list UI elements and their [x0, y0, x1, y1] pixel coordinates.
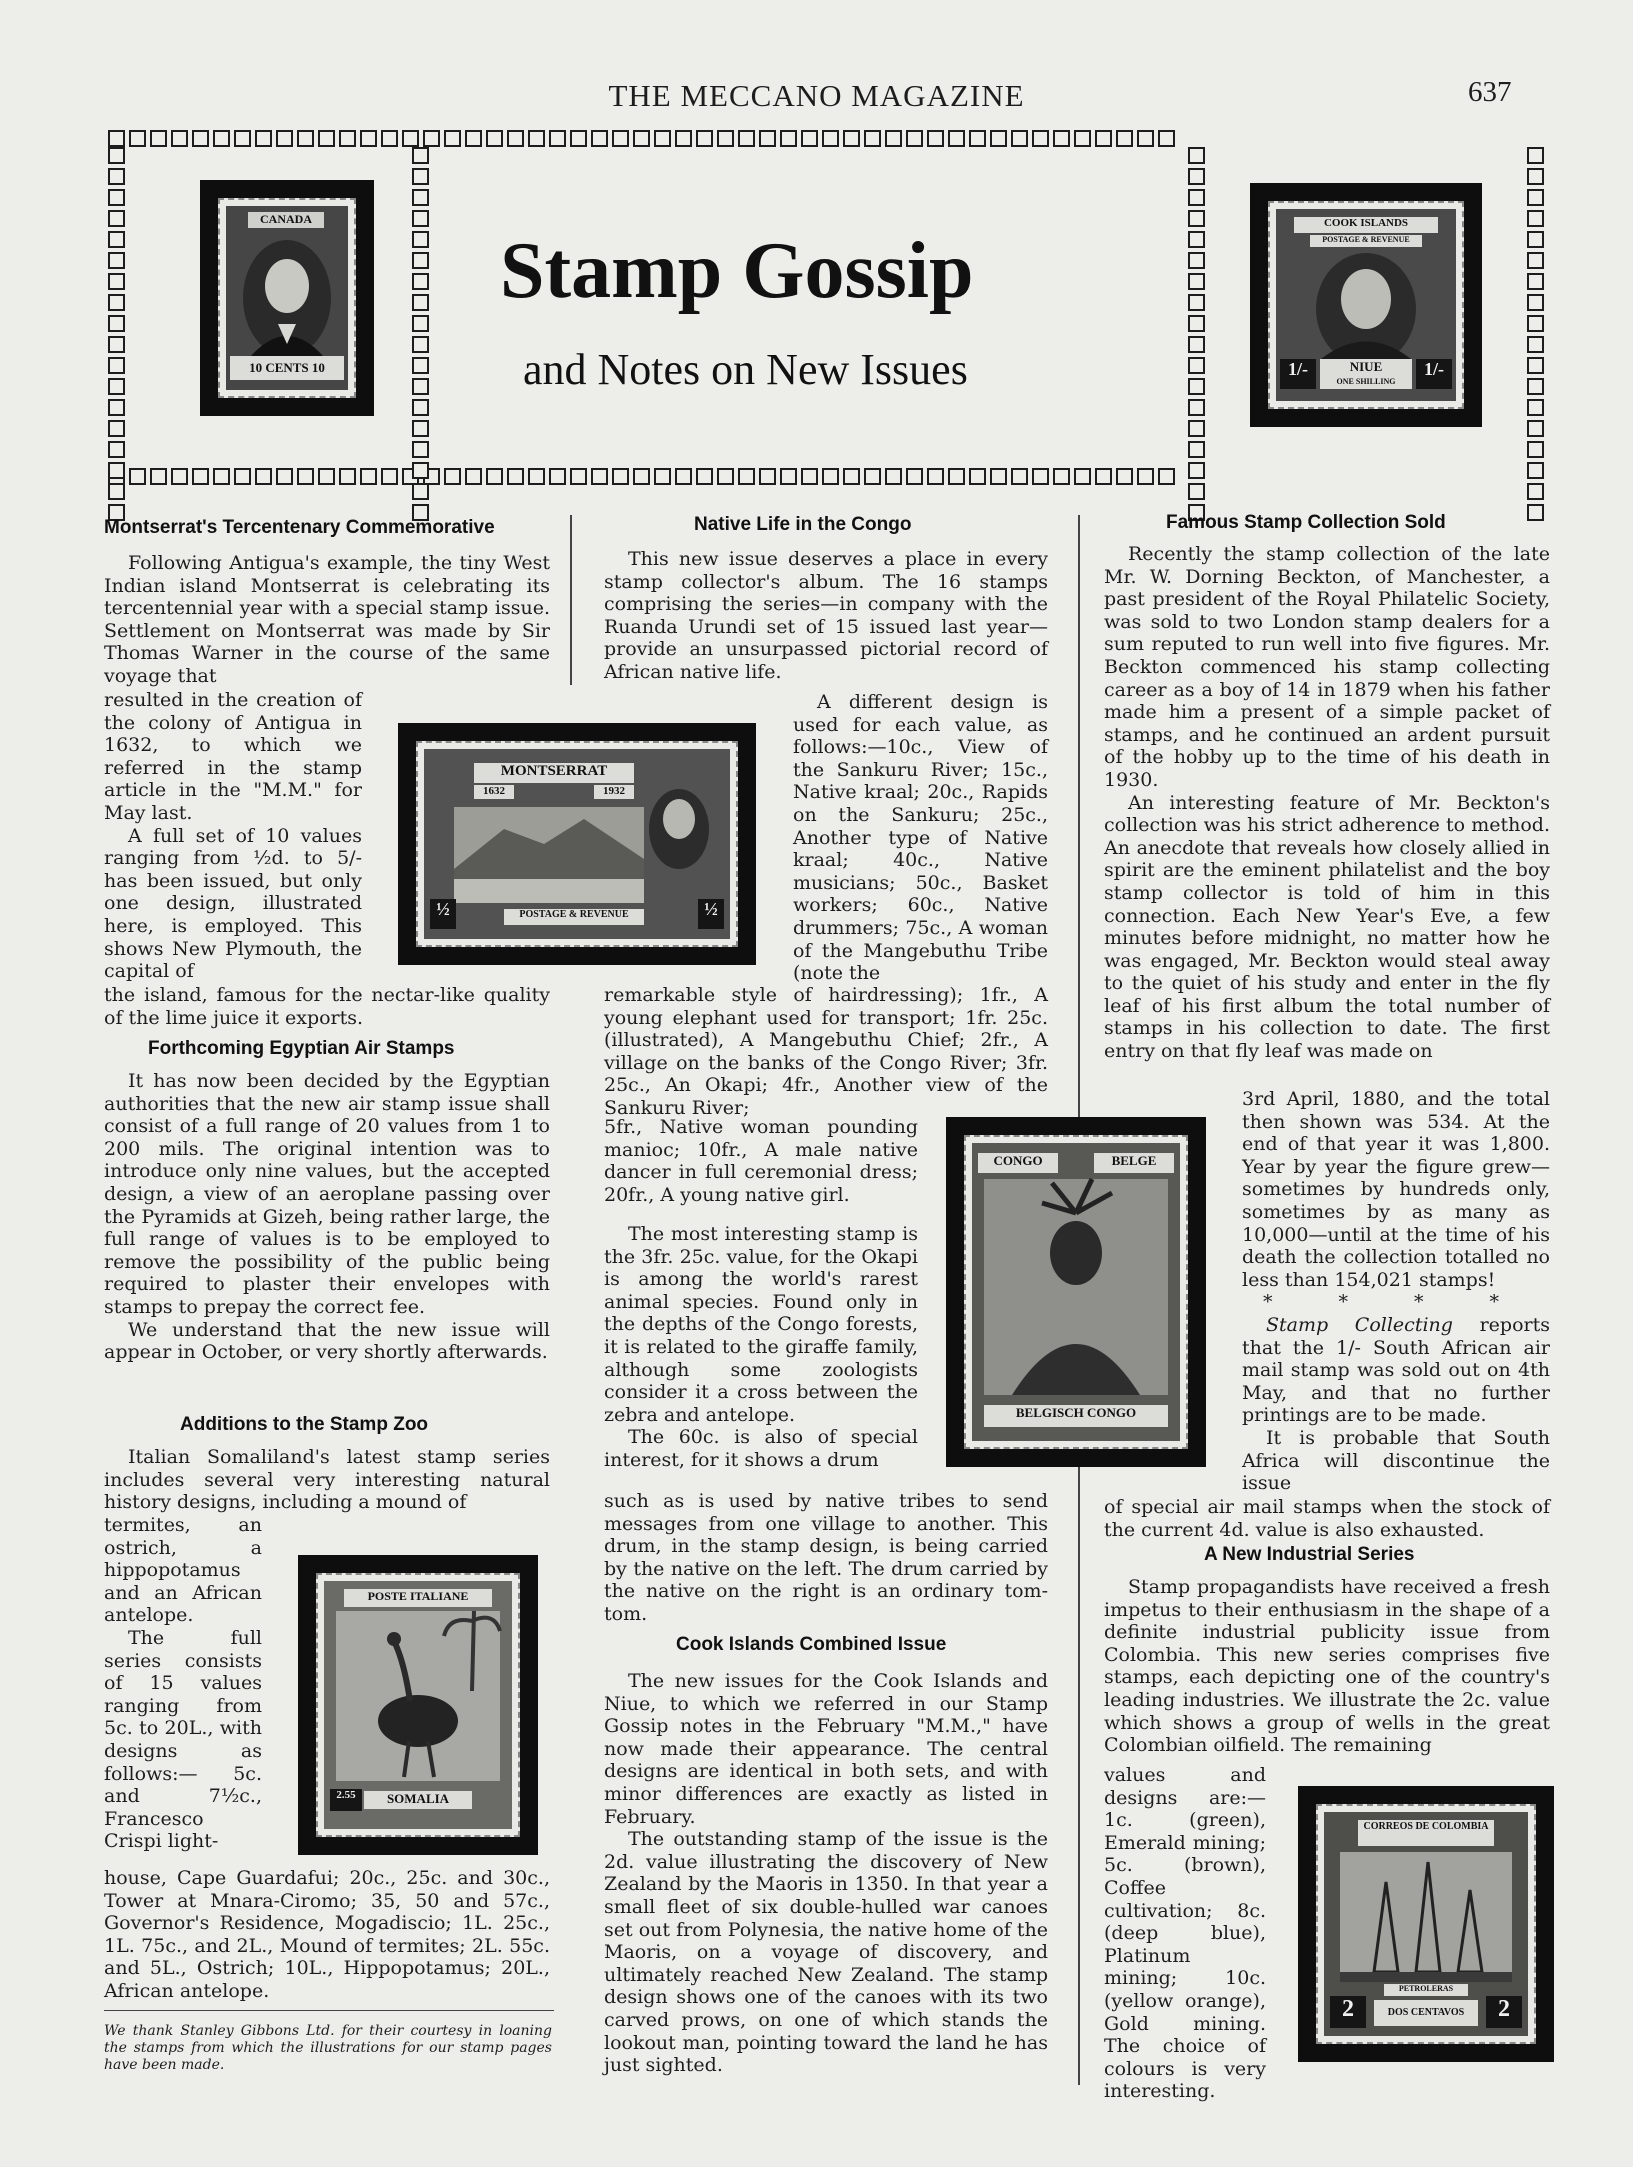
border-square	[108, 420, 125, 437]
border-square	[738, 468, 755, 485]
border-square	[1188, 483, 1205, 500]
border-square	[612, 130, 629, 147]
border-square	[1527, 357, 1544, 374]
border-square	[948, 130, 965, 147]
collection-paragraph-2-cont: 3rd April, 1880, and the total then shown was 534. At the end of that year it was 1,800. Year by year the figure grew—sometimes by hundreds only, sometimes by as many as 10,000—until at the time of his death the collection totalled no less than 154,021 stamps!	[1242, 1088, 1550, 1291]
montserrat-stamp-name: MONTSERRAT	[474, 763, 634, 783]
border-square	[381, 468, 398, 485]
border-square	[801, 130, 818, 147]
heading-congo: Native Life in the Congo	[694, 514, 912, 535]
border-square	[885, 468, 902, 485]
border-square	[150, 468, 167, 485]
cook-text	[604, 1670, 1048, 2077]
montserrat-stamp-bottom: POSTAGE & REVENUE	[504, 909, 644, 925]
zoo-paragraph-2-cont: house, Cape Guardafui; 20c., 25c. and 30c., Tower at Mnara-Ciromo; 35, 50 and 57c., Governor's Residence, Mogadiscio; 1L. 25c., 1L. 75c., and 2L., Mound of termites; 2L. 55c. and 5L., Ostrich; 10L., Hippopotamus; 20L., African antelope.	[104, 1867, 550, 2002]
border-square	[1527, 294, 1544, 311]
credit-note: We thank Stanley Gibbons Ltd. for their courtesy in loaning the stamps from which the illustrations for our stamp pages have been made.	[104, 2023, 552, 2073]
border-square	[444, 130, 461, 147]
border-square	[1116, 130, 1133, 147]
border-square	[150, 130, 167, 147]
industrial-paragraph-1-cont: values and designs are:—1c. (green), Emerald mining; 5c. (brown), Coffee cultivation; 8c. (deep blue), Platinum mining; 10c. (yellow orange), Gold mining. The choice of colours is very interesting.	[1104, 1764, 1266, 2103]
border-square	[108, 357, 125, 374]
colombia-stamp-words: DOS CENTAVOS	[1374, 2000, 1478, 2026]
heading-industrial-series: A New Industrial Series	[1204, 1544, 1415, 1565]
egypt-paragraph-1: It has now been decided by the Egyptian authorities that the new air stamp issue shall consist of a full range of 20 values from 1 to 200 mils. The original intention was to introduce only nine values, but the accepted design, a view of an aeroplane passing over the Pyramids at Gizeh, being rather large, the full range of values is to be employed to remove the possibility of the public being required to plaster their envelopes with stamps to prepay the correct fee.	[104, 1070, 550, 1318]
border-square	[129, 130, 146, 147]
border-square	[412, 399, 429, 416]
border-square	[696, 130, 713, 147]
montserrat-value-left: ½	[430, 899, 456, 929]
border-square	[108, 399, 125, 416]
colombia-stamp-caption: PETROLERAS	[1384, 1984, 1468, 1996]
border-square	[234, 130, 251, 147]
collection-text-wide	[1104, 543, 1550, 1063]
border-square	[318, 468, 335, 485]
border-square	[864, 130, 881, 147]
border-square	[108, 252, 125, 269]
montserrat-year-1: 1632	[474, 785, 514, 799]
border-square	[1137, 468, 1154, 485]
border-square	[1527, 168, 1544, 185]
border-square	[1137, 130, 1154, 147]
montserrat-text-end	[104, 984, 550, 1029]
zoo-text-narrow	[104, 1514, 262, 1853]
border-square	[549, 130, 566, 147]
border-right-squares	[1525, 145, 1546, 523]
canada-stamp-image	[200, 180, 374, 416]
colombia-stamp-label: CORREOS DE COLOMBIA	[1358, 1820, 1494, 1846]
congo-paragraph-2-end: 5fr., Native woman pounding manioc; 10fr., A male native dancer in full ceremonial dress; 20fr., A young native girl.	[604, 1116, 918, 1206]
border-square	[192, 130, 209, 147]
border-square	[297, 130, 314, 147]
border-square	[1188, 189, 1205, 206]
heading-famous-collection: Famous Stamp Collection Sold	[1166, 512, 1446, 533]
congo-text-wide	[604, 548, 1048, 684]
border-square	[1158, 130, 1175, 147]
cook-value-left: 1/-	[1280, 359, 1316, 389]
border-square	[213, 130, 230, 147]
collection-paragraph-4-cont: of special air mail stamps when the stock of the current 4d. value is also exhausted.	[1104, 1496, 1550, 1541]
border-square	[1188, 273, 1205, 290]
border-square	[843, 130, 860, 147]
cook-stamp-ribbon: POSTAGE & REVENUE	[1310, 235, 1422, 247]
border-square	[528, 468, 545, 485]
border-square	[780, 130, 797, 147]
border-square	[108, 315, 125, 332]
border-square	[549, 468, 566, 485]
border-square	[1011, 468, 1028, 485]
border-square	[822, 130, 839, 147]
border-square	[507, 130, 524, 147]
border-square	[1527, 462, 1544, 479]
border-square	[255, 468, 272, 485]
border-square	[696, 468, 713, 485]
border-square	[1527, 336, 1544, 353]
border-square	[1188, 336, 1205, 353]
congo-paragraph-1: This new issue deserves a place in every stamp collector's album. The 16 stamps comprising the series—in company with the Ruanda Urundi set of 15 issued last year—provide an unsurpassed pictorial record of African native life.	[604, 548, 1048, 683]
congo-paragraph-2-cont: remarkable style of hairdressing); 1fr., A young elephant used for transport; 1fr. 25c. (illustrated), A Mangebuthu Chief; 2fr., A village on the banks of the Congo River; 3fr. 25c., An Okapi; 4fr., Another view of the Sankuru River;	[604, 984, 1048, 1119]
border-square	[1188, 357, 1205, 374]
canada-stamp-label: CANADA	[248, 212, 324, 228]
congo-paragraph-4: The 60c. is also of special interest, for it shows a drum	[604, 1426, 918, 1471]
border-square	[843, 468, 860, 485]
border-square	[1053, 130, 1070, 147]
congo-text-narrow-2	[604, 1116, 918, 1206]
border-square	[927, 130, 944, 147]
border-square	[969, 130, 986, 147]
border-square	[1527, 252, 1544, 269]
cook-stamp-name: NIUE	[1320, 359, 1412, 377]
border-square	[108, 231, 125, 248]
border-square	[339, 468, 356, 485]
border-square	[507, 468, 524, 485]
congo-stamp-right: BELGE	[1094, 1153, 1174, 1173]
border-square	[108, 336, 125, 353]
border-square	[1158, 468, 1175, 485]
zoo-paragraph-2: The full series consists of 15 values ranging from 5c. to 20L., with designs as follows:— 5c. and 7½c., Francesco Crispi light-	[104, 1626, 262, 1853]
border-square	[465, 468, 482, 485]
border-square	[213, 468, 230, 485]
cook-stamp-words: ONE SHILLING	[1320, 377, 1412, 389]
border-square	[780, 468, 797, 485]
border-square	[108, 483, 125, 500]
border-square	[1188, 441, 1205, 458]
border-square	[1095, 468, 1112, 485]
border-square	[412, 315, 429, 332]
border-square	[675, 468, 692, 485]
page-title: Stamp Gossip	[500, 227, 974, 315]
colombia-stamp-image	[1298, 1786, 1554, 2062]
zoo-text-wide	[104, 1446, 550, 1514]
border-top-squares	[106, 128, 1177, 149]
magazine-name: Stamp Collecting	[1266, 1313, 1453, 1336]
congo-paragraph-3: The most interesting stamp is the 3fr. 25c. value, for the Okapi is among the world's rarest animal species. Found only in the depths of the Congo forests, it is related to the giraffe family, although some zoologists consider it a cross between the zebra and antelope.	[604, 1223, 918, 1426]
border-square	[108, 273, 125, 290]
collection-paragraph-1: Recently the stamp collection of the late Mr. W. Dorning Beckton, of Manchester, a past president of the Royal Philatelic Society, was sold to two London stamp dealers for a sum reputed to run well into five figures. Mr. Beckton commenced his stamp collecting career as a boy of 14 in 1879 when his father made him a present of a simple packet of stamps, and he continued an ardent pursuit of the hobby up to the time of his death in 1930.	[1104, 543, 1550, 791]
border-square	[360, 468, 377, 485]
credit-rule	[104, 2010, 554, 2011]
border-square	[1188, 420, 1205, 437]
border-bottom-squares	[106, 466, 1177, 487]
border-square	[717, 130, 734, 147]
cook-paragraph-1: The new issues for the Cook Islands and Niue, to which we referred in our Stamp Gossip notes in the February "M.M.," have now made their appearance. The central designs are identical in both sets, and with minor differences are exactly as listed in February.	[604, 1670, 1048, 1828]
border-inner-left-squares	[410, 145, 431, 523]
congo-stamp-left: CONGO	[978, 1153, 1058, 1173]
border-square	[318, 130, 335, 147]
collection-text-end	[1104, 1496, 1550, 1541]
section-stars: * * * *	[1262, 1291, 1530, 1314]
industrial-text-narrow	[1104, 1764, 1266, 2103]
border-square	[412, 483, 429, 500]
border-square	[1074, 468, 1091, 485]
border-square	[1527, 273, 1544, 290]
border-square	[570, 468, 587, 485]
montserrat-paragraph-2-cont: the island, famous for the nectar-like quality of the lime juice it exports.	[104, 984, 550, 1029]
border-square	[412, 189, 429, 206]
border-square	[108, 168, 125, 185]
border-square	[255, 130, 272, 147]
montserrat-text-narrow	[104, 689, 362, 983]
border-square	[1527, 378, 1544, 395]
border-square	[412, 336, 429, 353]
border-square	[234, 468, 251, 485]
border-square	[1188, 210, 1205, 227]
border-square	[108, 210, 125, 227]
industrial-paragraph-1: Stamp propagandists have received a fresh impetus to their enthusiasm in the shape of a definite industrial publicity issue from Colombia. This new series comprises five stamps, each depicting one of the country's leading industries. We illustrate the 2c. value which shows a group of wells in the great Colombian oilfield. The remaining	[1104, 1576, 1550, 1757]
border-square	[633, 468, 650, 485]
border-square	[412, 420, 429, 437]
border-square	[1074, 130, 1091, 147]
zoo-text-end	[104, 1867, 550, 2003]
egypt-text	[104, 1070, 550, 1364]
border-square	[171, 468, 188, 485]
border-square	[412, 168, 429, 185]
congo-text-narrow-3	[604, 1223, 918, 1472]
congo-stamp-image	[946, 1117, 1206, 1467]
border-square	[1032, 468, 1049, 485]
heading-cook-islands: Cook Islands Combined Issue	[676, 1634, 947, 1655]
border-square	[1188, 231, 1205, 248]
border-square	[412, 357, 429, 374]
montserrat-value-right: ½	[698, 899, 724, 929]
border-square	[1527, 420, 1544, 437]
border-square	[1011, 130, 1028, 147]
border-square	[1188, 378, 1205, 395]
border-square	[129, 468, 146, 485]
running-head: THE MECCANO MAGAZINE	[608, 78, 1025, 113]
border-square	[990, 130, 1007, 147]
border-square	[360, 130, 377, 147]
border-square	[381, 130, 398, 147]
border-square	[1527, 399, 1544, 416]
border-square	[1116, 468, 1133, 485]
border-square	[969, 468, 986, 485]
montserrat-year-2: 1932	[594, 785, 634, 799]
border-square	[1188, 462, 1205, 479]
border-square	[864, 468, 881, 485]
column-rule-1	[570, 515, 572, 685]
border-square	[759, 468, 776, 485]
border-square	[444, 468, 461, 485]
border-square	[654, 130, 671, 147]
border-square	[412, 294, 429, 311]
montserrat-paragraph-2: A full set of 10 values ranging from ½d. to 5/- has been issued, but only one design, illustrated here, is employed. This shows New Plymouth, the capital of	[104, 824, 362, 983]
border-square	[612, 468, 629, 485]
heading-stamp-zoo: Additions to the Stamp Zoo	[180, 1414, 429, 1435]
border-square	[1188, 252, 1205, 269]
border-square	[717, 468, 734, 485]
border-square	[1188, 147, 1205, 164]
page-number: 637	[1468, 76, 1512, 108]
border-square	[1527, 189, 1544, 206]
colombia-value-left: 2	[1330, 1996, 1366, 2028]
page-subtitle: and Notes on New Issues	[523, 345, 968, 394]
border-square	[108, 189, 125, 206]
border-square	[192, 468, 209, 485]
congo-stamp-bottom: BELGISCH CONGO	[984, 1405, 1168, 1427]
heading-egyptian-air: Forthcoming Egyptian Air Stamps	[148, 1038, 455, 1059]
cook-stamp-label: COOK ISLANDS	[1294, 217, 1438, 233]
border-square	[465, 130, 482, 147]
border-square	[1527, 441, 1544, 458]
border-square	[1527, 231, 1544, 248]
border-square	[738, 130, 755, 147]
montserrat-paragraph-1-cont: resulted in the creation of the colony of Antigua in 1632, to which we referred in the stamp article in the "M.M." for May last.	[104, 689, 362, 824]
collection-paragraph-4: It is probable that South Africa will discontinue the issue	[1242, 1426, 1550, 1495]
collection-paragraph-3: reports that the 1/- South African air mail stamp was sold out on 4th May, and that no further printings are to be made.	[1242, 1313, 1550, 1427]
border-square	[633, 130, 650, 147]
border-square	[486, 130, 503, 147]
border-square	[1095, 130, 1112, 147]
border-square	[570, 130, 587, 147]
border-square	[108, 441, 125, 458]
border-square	[276, 130, 293, 147]
montserrat-text-wide	[104, 552, 550, 688]
border-square	[675, 130, 692, 147]
congo-paragraph-2: A different design is used for each value, as follows:—10c., View of the Sankuru River; 15c., Native kraal; 20c., Rapids on the Sankuru; 25c., Another type of Native kraal; 40c., Native musicians; 50c., Basket workers; 60c., Native drummers; 75c., A woman of the Mangebuthu Tribe (note the	[793, 691, 1048, 985]
border-square	[412, 147, 429, 164]
somalia-value: 2.55	[330, 1789, 362, 1811]
border-square	[108, 462, 125, 479]
border-square	[906, 468, 923, 485]
border-square	[108, 294, 125, 311]
egypt-paragraph-2: We understand that the new issue will appear in October, or very shortly afterwards.	[104, 1318, 550, 1364]
border-square	[759, 130, 776, 147]
border-square	[885, 130, 902, 147]
border-square	[171, 130, 188, 147]
border-square	[1527, 147, 1544, 164]
border-left-squares	[106, 145, 127, 523]
cook-value-right: 1/-	[1416, 359, 1452, 389]
border-square	[822, 468, 839, 485]
collection-paragraph-2: An interesting feature of Mr. Beckton's collection was his strict adherence to method. An anecdote that reveals how closely allied in spirit are the eminent philatelist and the boy stamp collector is told of him in this connection. Each New Year's Eve, a few minutes before midnight, no matter how he was engaged, Mr. Beckton would steal away to the quiet of his study and enter in the fly leaf of his first album the total number of stamps in his collection to date. The first entry on that fly leaf was made on	[1104, 791, 1550, 1063]
border-square	[1527, 504, 1544, 521]
border-square	[412, 210, 429, 227]
native-chief-icon	[972, 1143, 1180, 1441]
industrial-text-wide	[1104, 1576, 1550, 1757]
cook-paragraph-2: The outstanding stamp of the issue is the 2d. value illustrating the discovery of New Zealand by the Maoris in 1350. In that year a small fleet of six double-hulled war canoes set out from Polynesia, the native home of the Maoris, on a voyage of discovery, and ultimately reached New Zealand. The stamp design shows one of the canoes with its two carved prows, on one of which stands the lookout man, pointing toward the land he has just sighted.	[604, 1828, 1048, 2077]
heading-montserrat: Montserrat's Tercentenary Commemorative	[104, 517, 495, 538]
border-square	[1188, 315, 1205, 332]
border-square	[1188, 399, 1205, 416]
border-square	[1188, 294, 1205, 311]
congo-paragraph-4-cont: such as is used by native tribes to send messages from one village to another. This drum, in the stamp design, is being carried by the native on the left. The drum carried by the native on the right is an ordinary tom-tom.	[604, 1490, 1048, 1625]
border-square	[591, 130, 608, 147]
border-square	[948, 468, 965, 485]
zoo-paragraph-1: Italian Somaliland's latest stamp series includes several very interesting natural history designs, including a mound of	[104, 1446, 550, 1514]
border-square	[1032, 130, 1049, 147]
border-square	[1188, 168, 1205, 185]
border-square	[486, 468, 503, 485]
border-square	[654, 468, 671, 485]
colombia-value-right: 2	[1486, 1996, 1522, 2028]
border-square	[927, 468, 944, 485]
somalia-stamp-label: POSTE ITALIANE	[344, 1589, 492, 1607]
congo-text-wide-2	[604, 984, 1048, 1120]
zoo-paragraph-1-cont: termites, an ostrich, a hippopotamus and an African antelope.	[104, 1514, 262, 1627]
border-square	[801, 468, 818, 485]
border-square	[412, 462, 429, 479]
border-square	[108, 147, 125, 164]
border-square	[412, 252, 429, 269]
border-inner-right-squares	[1186, 145, 1207, 523]
border-square	[339, 130, 356, 147]
montserrat-paragraph-1: Following Antigua's example, the tiny West Indian island Montserrat is celebrating its tercentennial year with a special stamp issue. Settlement on Montserrat was made by Sir Thomas Warner in the course of the same voyage that	[104, 552, 550, 687]
canada-value-panel: 10 CENTS 10	[230, 356, 344, 380]
somalia-stamp-image	[298, 1555, 538, 1855]
border-square	[1527, 210, 1544, 227]
border-square	[906, 130, 923, 147]
border-square	[990, 468, 1007, 485]
congo-text-narrow	[793, 691, 1048, 985]
border-square	[412, 273, 429, 290]
border-square	[1527, 483, 1544, 500]
border-square	[412, 378, 429, 395]
border-square	[412, 231, 429, 248]
border-square	[591, 468, 608, 485]
congo-text-end	[604, 1490, 1048, 1626]
somalia-stamp-name: SOMALIA	[364, 1791, 472, 1809]
border-square	[297, 468, 314, 485]
border-square	[1053, 468, 1070, 485]
border-square	[1527, 315, 1544, 332]
cook-islands-stamp-image	[1250, 183, 1482, 427]
collection-text-narrow	[1242, 1088, 1550, 1495]
border-square	[528, 130, 545, 147]
montserrat-stamp-image	[398, 723, 756, 965]
border-square	[276, 468, 293, 485]
border-square	[108, 378, 125, 395]
border-square	[412, 441, 429, 458]
